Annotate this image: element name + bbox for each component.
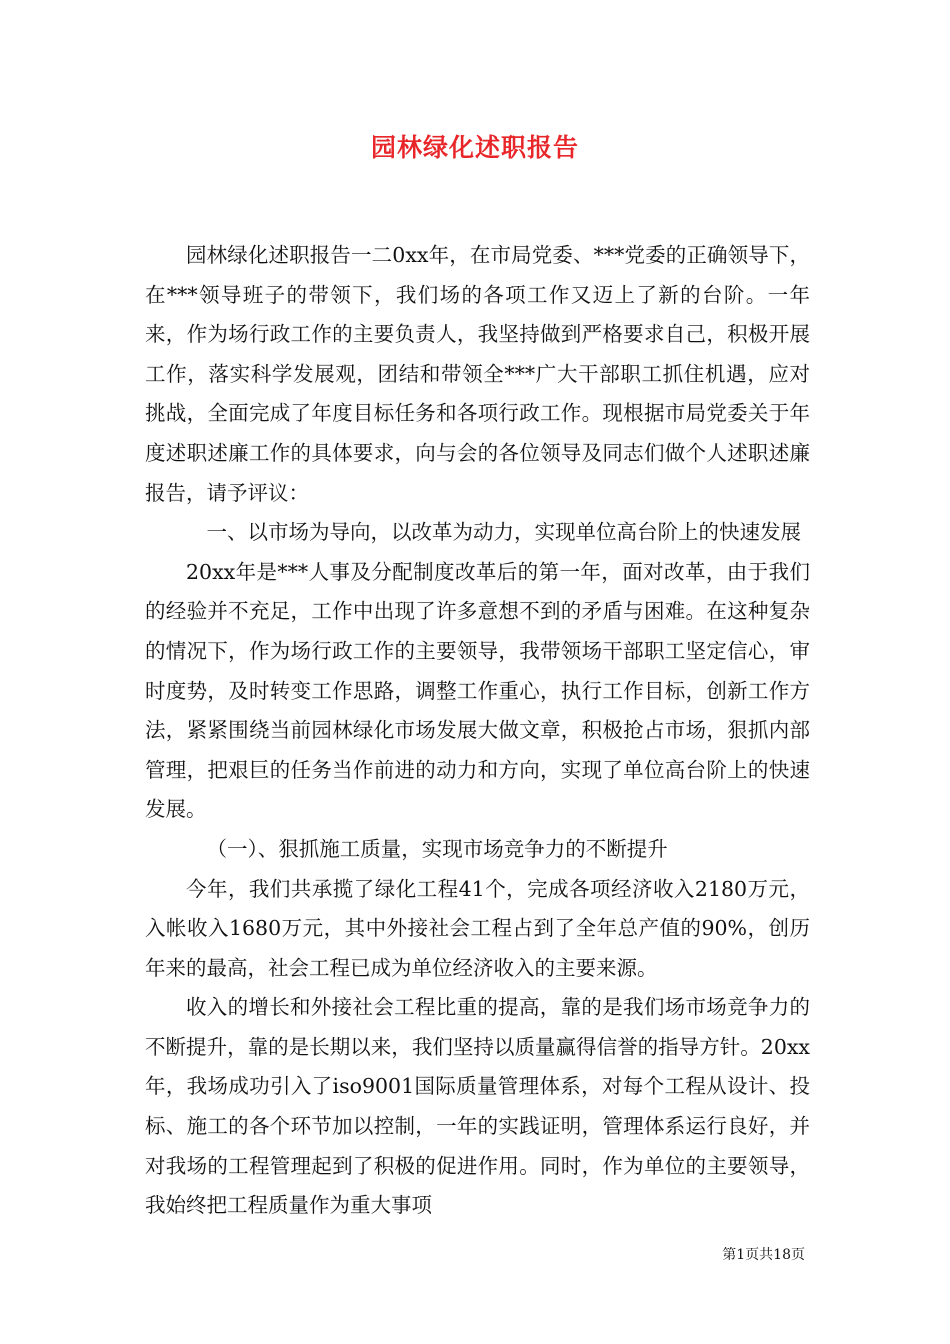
paragraph-projects: 今年，我们共承揽了绿化工程41个，完成各项经济收入2180万元，入帐收入1680万元，其中外接社会工程占到了全年总产值的90%，创历年来的最高，社会工程已成为单位经济收入的主要来源。 bbox=[145, 876, 810, 980]
document-body bbox=[145, 236, 810, 1226]
paragraph-reform: 20xx年是***人事及分配制度改革后的第一年，面对改革，由于我们的经验并不充足，工作中出现了许多意想不到的矛盾与困难。在这种复杂的情况下，作为场行政工作的主要领导，我带领场干部职工坚定信心，审时度势，及时转变工作思路，调整工作重心，执行工作目标，创新工作方法，紧紧围绕当前园林绿化市场发展大做文章，积极抢占市场，狠抓内部管理，把艰巨的任务当作前进的动力和方向，实现了单位高台阶上的快速发展。 bbox=[145, 559, 810, 822]
paragraph-intro: 园林绿化述职报告一二0xx年，在市局党委、***党委的正确领导下，在***领导班子的带领下，我们场的各项工作又迈上了新的台阶。一年来，作为场行政工作的主要负责人，我坚持做到严格要求自己，积极开展工作，落实科学发展观，团结和带领全***广大干部职工抓住机遇，应对挑战，全面完成了年度目标任务和各项行政工作。现根据市局党委关于年度述职述廉工作的具体要求，向与会的各位领导及同志们做个人述职述廉报告，请予评议： bbox=[145, 243, 810, 505]
subsection-heading-1: （一）、狠抓施工质量，实现市场竞争力的不断提升 bbox=[206, 836, 668, 861]
section-heading-1: 一、以市场为导向，以改革为动力，实现单位高台阶上的快速发展 bbox=[206, 520, 801, 545]
paragraph-quality: 收入的增长和外接社会工程比重的提高，靠的是我们场市场竞争力的不断提升，靠的是长期以来，我们坚持以质量赢得信誉的指导方针。20xx年，我场成功引入了iso9001国际质量管理体系，对每个工程从设计、投标、施工的各个环节加以控制，一年的实践证明，管理体系运行良好，并对我场的工程管理起到了积极的促进作用。同时，作为单位的主要领导，我始终把工程质量作为重大事项 bbox=[145, 995, 810, 1218]
document-title: 园林绿化述职报告 bbox=[370, 133, 579, 162]
page-number: 第1页共18页 bbox=[722, 1247, 805, 1263]
